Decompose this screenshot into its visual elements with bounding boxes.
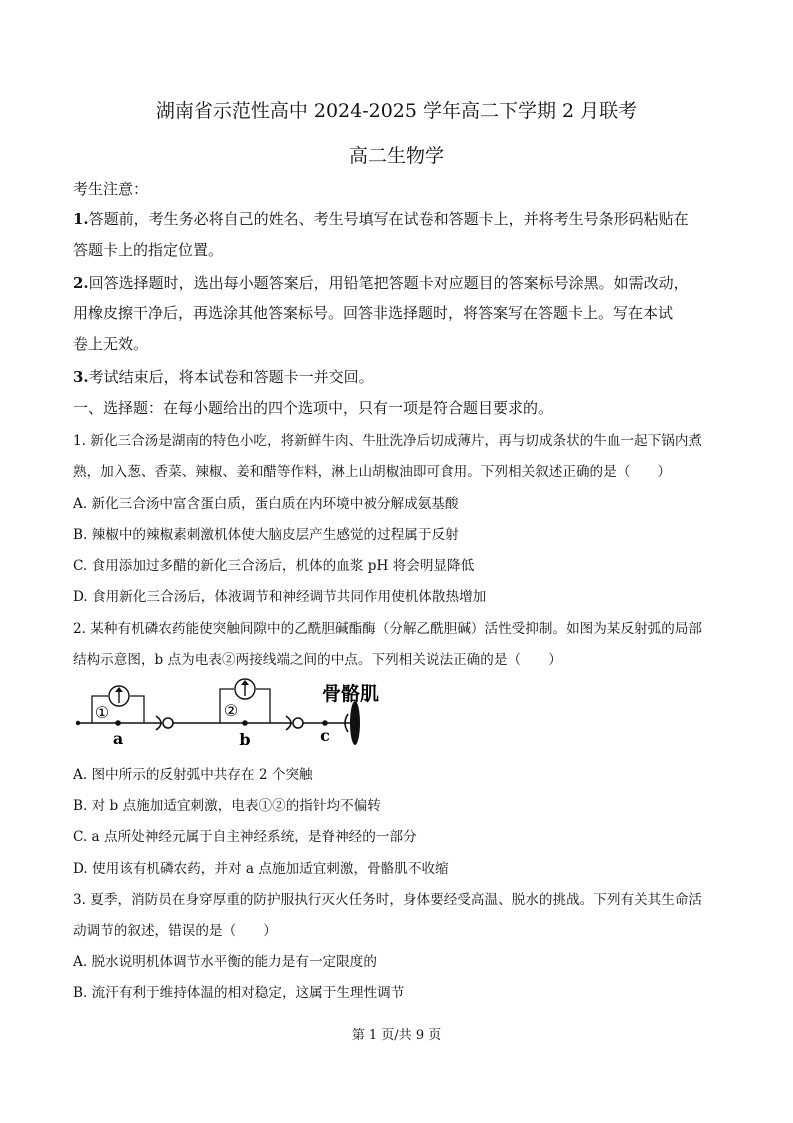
- notice-item-2-line-2: 用橡皮擦干净后，再选涂其他答案标号。回答非选择题时，将答案写在答题卡上。写在本试: [73, 304, 674, 322]
- point-c-dot: [322, 720, 328, 726]
- skeletal-muscle-label: 骨骼肌: [322, 683, 380, 705]
- q2-option-d: D. 使用该有机磷农药，并对 a 点施加适宜刺激，骨骼肌不收缩: [73, 861, 449, 877]
- section-heading: 一、选择题：在每小题给出的四个选项中，只有一项是符合题目要求的。: [73, 399, 554, 417]
- q2-option-a: A. 图中所示的反射弧中共存在 2 个突触: [73, 767, 313, 783]
- q2-option-c: C. a 点所处神经元属于自主神经系统，是脊神经的一部分: [73, 829, 417, 845]
- q1-stem-line-2: 熟，加入葱、香菜、辣椒、姜和醋等作料，淋上山胡椒油即可食用。下列相关叙述正确的是（ ）: [73, 464, 672, 480]
- q1-stem-line-1: 1. 新化三合汤是湖南的特色小吃，将新鲜牛肉、牛肚洗净后切成薄片，再与切成条状的牛血一起下锅内煮: [73, 433, 703, 449]
- synapse-1-dendrite: [163, 718, 173, 728]
- meter-1-wire-right: [130, 696, 144, 723]
- notice-item-1-line-2: 答题卡上的指定位置。: [73, 241, 224, 259]
- q2-stem-line-2: 结构示意图，b 点为电表②两接线端之间的中点。下列相关说法正确的是（ ）: [73, 652, 562, 668]
- q3-stem-line-1: 3. 夏季，消防员在身穿厚重的防护服执行灭火任务时，身体要经受高温、脱水的挑战。下列有关其生命活: [73, 892, 703, 908]
- notice-item-1-line-1: 1.答题前，考生务必将自己的姓名、考生号填写在试卷和答题卡上，并将考生号条形码粘贴在: [73, 210, 689, 228]
- q3-option-a: A. 脱水说明机体调节水平衡的能力是有一定限度的: [73, 954, 377, 970]
- q3-option-b: B. 流汗有利于维持体温的相对稳定，这属于生理性调节: [73, 985, 405, 1001]
- point-c-label: c: [320, 726, 330, 745]
- reflex-arc-figure: [70, 678, 390, 750]
- q2-option-b: B. 对 b 点施加适宜刺激，电表①②的指针均不偏转: [73, 798, 381, 814]
- point-a-dot: [115, 720, 121, 726]
- meter-2-label: ②: [223, 701, 239, 720]
- meter-2-wire-right: [256, 689, 270, 723]
- q1-option-d: D. 食用新化三合汤后，体液调节和神经调节共同作用使机体散热增加: [73, 589, 487, 605]
- q2-stem-line-1: 2. 某种有机磷农药能使突触间隙中的乙酰胆碱酯酶（分解乙酰胆碱）活性受抑制。如图为某反射弧的局部: [73, 621, 703, 637]
- point-a-label: a: [112, 729, 124, 748]
- meter-1-label: ①: [94, 703, 110, 722]
- notice-heading: 考生注意：: [73, 180, 149, 198]
- q1-option-a: A. 新化三合汤中富含蛋白质，蛋白质在内环境中被分解成氨基酸: [73, 496, 459, 512]
- skeletal-muscle-shape: [350, 701, 360, 745]
- notice-item-3-line-1: 3.考试结束后，将本试卷和答题卡一并交回。: [73, 368, 374, 386]
- neuron-1-end: [76, 721, 80, 725]
- point-b-dot: [242, 720, 248, 726]
- q1-option-c: C. 食用添加过多醋的新化三合汤后，机体的血浆 pH 将会明显降低: [73, 558, 475, 574]
- synapse-2-dendrite: [293, 718, 303, 728]
- notice-item-2-line-3: 卷上无效。: [73, 335, 149, 353]
- exam-subtitle: 高二生物学: [348, 145, 444, 167]
- point-b-label: b: [239, 730, 251, 749]
- notice-item-3-number: 3.: [73, 368, 89, 386]
- q3-stem-line-2: 动调节的叙述，错误的是（ ）: [73, 923, 277, 939]
- notice-item-1-number: 1.: [73, 210, 89, 228]
- q1-option-b: B. 辣椒中的辣椒素刺激机体使大脑皮层产生感觉的过程属于反射: [73, 527, 459, 543]
- notice-item-2-line-1: 2.回答选择题时，选出每小题答案后，用铅笔把答题卡对应题目的答案标号涂黑。如需改动，: [73, 274, 689, 292]
- exam-title: 湖南省示范性高中 2024-2025 学年高二下学期 2 月联考: [155, 100, 638, 122]
- page-footer: 第 1 页/共 9 页: [351, 1028, 442, 1043]
- notice-item-2-number: 2.: [73, 274, 89, 292]
